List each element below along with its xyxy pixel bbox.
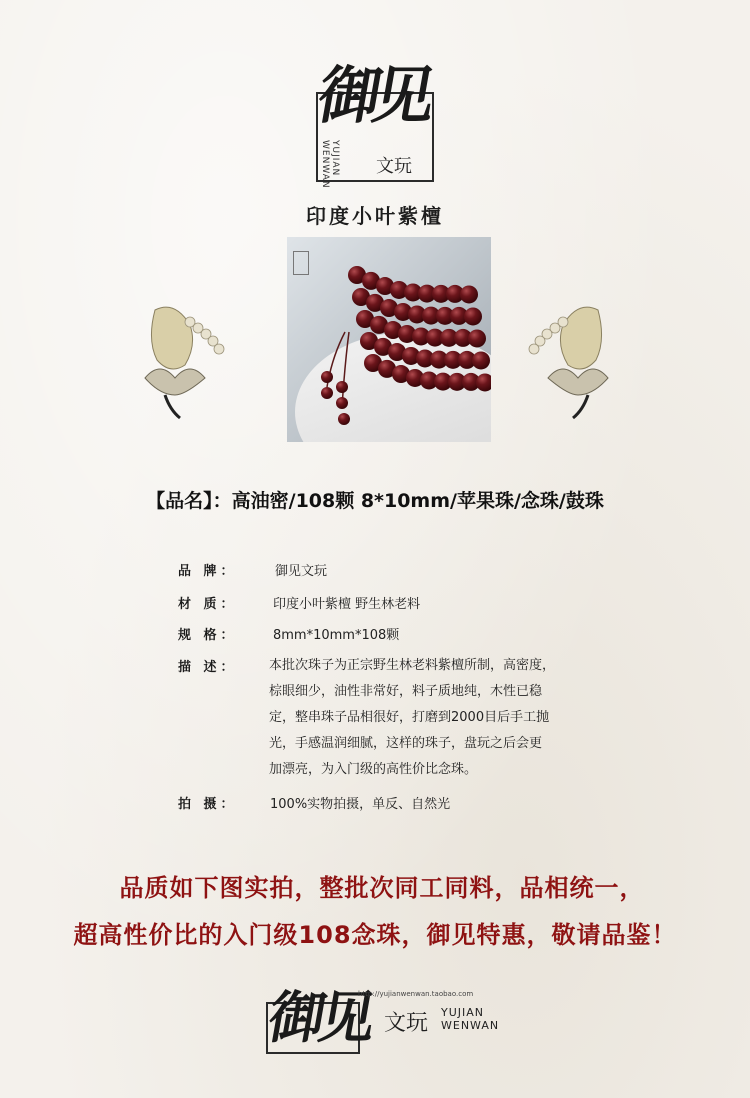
logo-vertical-text: YUJIAN WENWAN bbox=[320, 140, 340, 189]
promo-banner-line-1: 品质如下图实拍，整批次同工同料，品相统一， bbox=[119, 874, 645, 902]
description-line: 棕眼细少，油性非常好，料子质地纯，木性已稳 bbox=[269, 684, 543, 699]
footer-logo-yujian: YUJIAN bbox=[441, 1006, 485, 1019]
spec-material-value: 印度小叶紫檀 野生林老料 bbox=[273, 597, 421, 612]
spec-material-label: 材 质： bbox=[178, 597, 238, 612]
product-photo bbox=[287, 237, 491, 442]
spec-photo-value: 100%实物拍摄，单反、自然光 bbox=[270, 797, 451, 812]
footer-logo-wenwan-latin: WENWAN bbox=[441, 1019, 500, 1032]
description-line: 定，整串珠子品相很好，打磨到2000目后手工抛 bbox=[269, 710, 550, 725]
product-name: 【品名】：高油密/108颗 8*10mm/苹果珠/念珠/鼓珠 bbox=[146, 490, 604, 512]
logo-wenwan-text: 文玩 bbox=[376, 156, 412, 177]
footer-logo-latin bbox=[441, 1006, 499, 1032]
spec-description-value bbox=[269, 653, 609, 783]
product-subtitle: 印度小叶紫檀 bbox=[306, 204, 444, 228]
footer-logo-url: http://yujianwenwan.taobao.com bbox=[358, 990, 474, 998]
lotus-hand-right-icon bbox=[528, 300, 618, 420]
spec-description-label: 描 述： bbox=[178, 660, 238, 675]
spec-brand-label: 品 牌： bbox=[178, 564, 238, 579]
spec-size-value: 8mm*10mm*108颗 bbox=[273, 628, 400, 643]
spec-photo-label: 拍 摄： bbox=[178, 797, 238, 812]
spec-brand-value: 御见文玩 bbox=[275, 564, 328, 579]
spec-size-label: 规 格： bbox=[178, 628, 238, 643]
description-line: 光，手感温润细腻，这样的珠子，盘玩之后会更 bbox=[269, 736, 543, 751]
footer-logo-wenwan: 文玩 bbox=[384, 1011, 429, 1036]
footer-logo bbox=[264, 982, 514, 1056]
footer-logo-main-text: 御见 bbox=[263, 985, 376, 1051]
logo-main-text: 御见 bbox=[312, 59, 434, 132]
bead-bracelet-icon bbox=[287, 237, 491, 442]
brand-logo bbox=[312, 48, 440, 189]
description-line: 本批次珠子为正宗野生林老料紫檀所制，高密度， bbox=[269, 658, 556, 673]
description-line: 加漂亮，为入门级的高性价比念珠。 bbox=[269, 762, 478, 777]
lotus-hand-left-icon bbox=[135, 300, 225, 420]
promo-banner-line-2: 超高性价比的入门级108念珠，御见特惠，敬请品鉴！ bbox=[73, 921, 677, 949]
